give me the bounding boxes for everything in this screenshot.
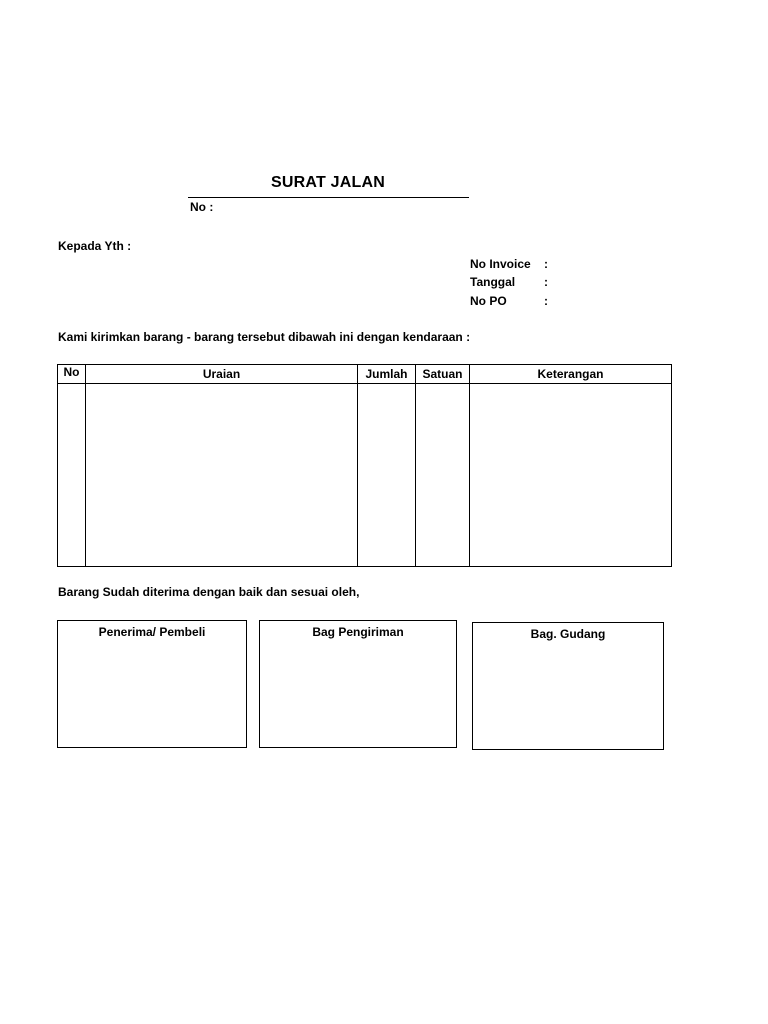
cell-keterangan: [470, 384, 672, 567]
signature-label-buyer: Penerima/ Pembeli: [98, 625, 206, 639]
column-header-uraian: Uraian: [86, 365, 358, 384]
column-header-no: No: [58, 365, 86, 384]
intro-text: Kami kirimkan barang - barang tersebut dibawah ini dengan kendaraan :: [58, 330, 471, 344]
po-number-colon: :: [544, 294, 548, 308]
page-title: SURAT JALAN: [271, 174, 385, 191]
signature-box-warehouse: [472, 622, 664, 750]
document-number-label: No :: [190, 200, 214, 214]
invoice-number-label: No Invoice: [470, 257, 531, 271]
po-number-label: No PO: [470, 294, 507, 308]
recipient-label: Kepada Yth :: [58, 239, 132, 253]
date-label: Tanggal: [470, 275, 516, 289]
date-colon: :: [544, 275, 548, 289]
signature-box-buyer: [57, 620, 247, 748]
invoice-number-colon: :: [544, 257, 548, 271]
received-statement: Barang Sudah diterima dengan baik dan sesuai oleh,: [58, 585, 360, 599]
table-row: [58, 384, 672, 567]
title-underline: [188, 197, 469, 198]
column-header-keterangan: Keterangan: [470, 365, 672, 384]
signature-label-warehouse: Bag. Gudang: [530, 627, 606, 641]
signature-box-shipping: [259, 620, 457, 748]
table-header-row: [58, 365, 672, 384]
cell-jumlah: [358, 384, 416, 567]
column-header-satuan: Satuan: [416, 365, 470, 384]
cell-uraian: [86, 384, 358, 567]
cell-no: [58, 384, 86, 567]
items-table: [57, 364, 672, 567]
signature-label-shipping: Bag Pengiriman: [312, 625, 404, 639]
column-header-jumlah: Jumlah: [358, 365, 416, 384]
cell-satuan: [416, 384, 470, 567]
